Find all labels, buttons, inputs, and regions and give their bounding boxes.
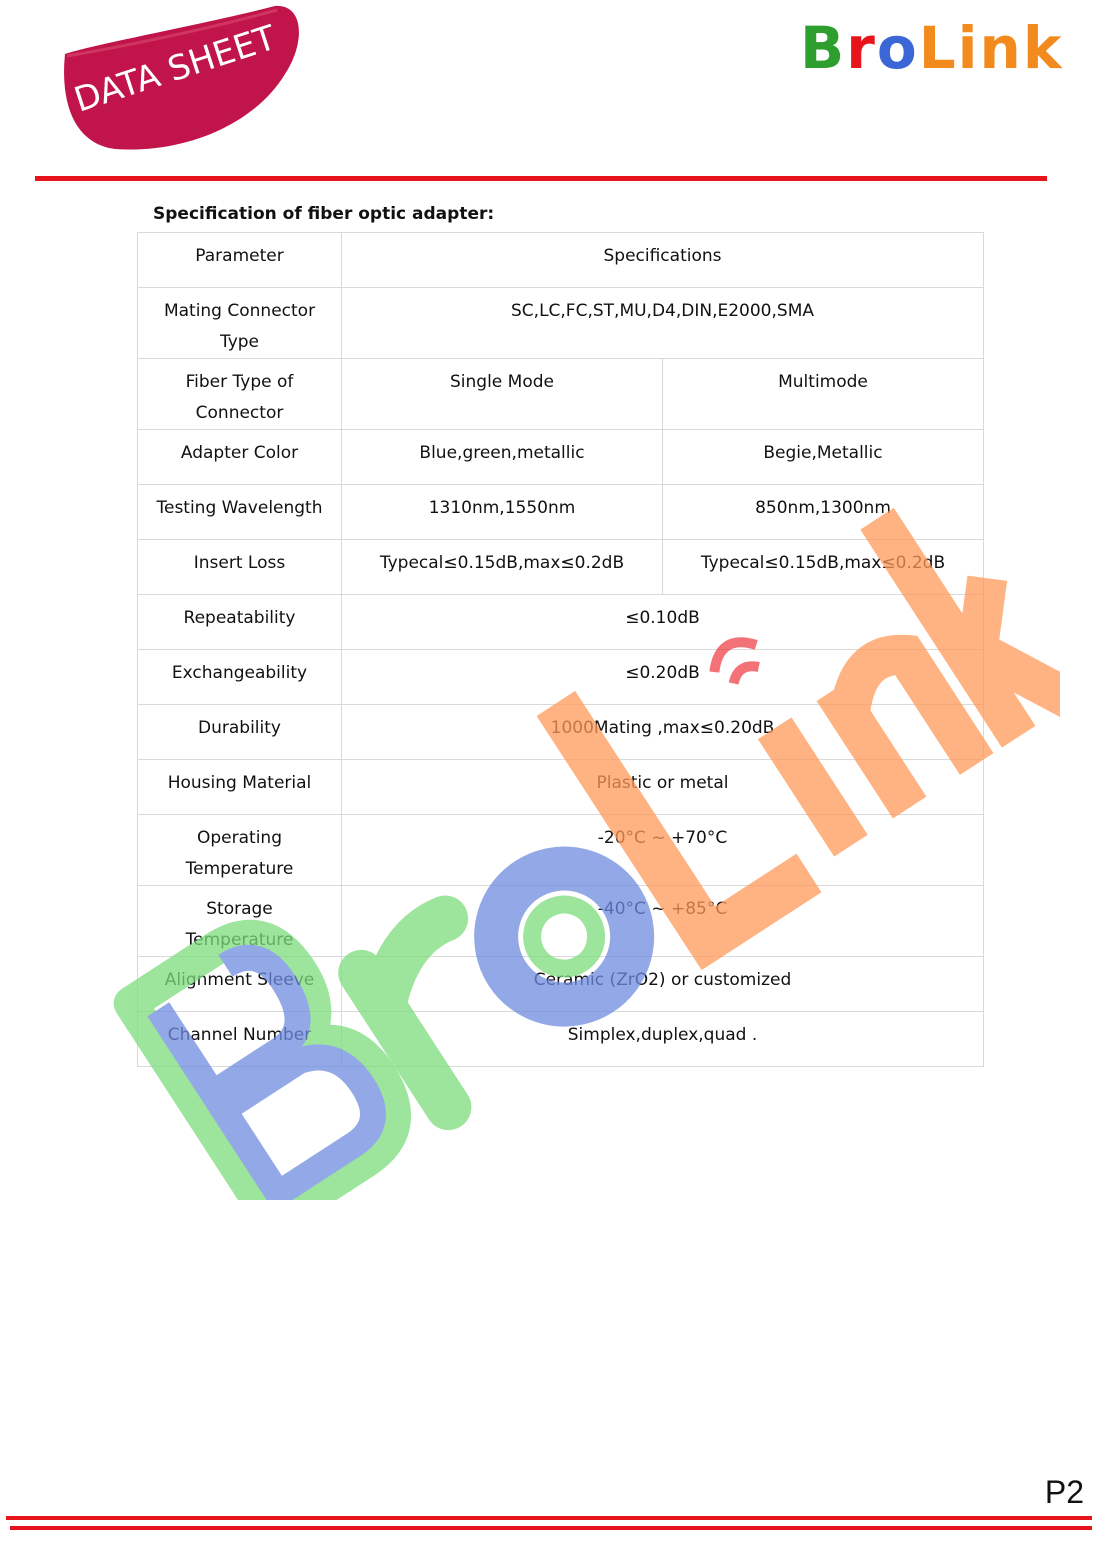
header-parameter: Parameter — [138, 233, 342, 288]
single-mode-cell: Blue,green,metallic — [342, 430, 663, 485]
header-specifications: Specifications — [342, 233, 984, 288]
param-cell: Insert Loss — [138, 540, 342, 595]
logo-letter: k — [1022, 14, 1064, 82]
param-cell: Durability — [138, 705, 342, 760]
param-line: Type — [219, 332, 260, 352]
multimode-cell: Multimode — [663, 359, 984, 430]
table-row — [138, 1012, 984, 1067]
param-cell — [138, 886, 342, 957]
value-cell: Simplex,duplex,quad . — [342, 1012, 984, 1067]
value-cell: 1000Mating ,max≤0.20dB — [342, 705, 984, 760]
table-row — [138, 705, 984, 760]
multimode-cell: 850nm,1300nm — [663, 485, 984, 540]
value-cell: Ceramic (ZrO2) or customized — [342, 957, 984, 1012]
param-cell: Exchangeability — [138, 650, 342, 705]
logo-letter: L — [918, 14, 958, 82]
table-row — [138, 650, 984, 705]
logo-letter: n — [979, 14, 1023, 82]
value-cell: ≤0.20dB — [342, 650, 984, 705]
data-sheet-badge — [55, 4, 305, 154]
value-cell: -40°C ~ +85°C — [342, 886, 984, 957]
logo-letter: i — [957, 14, 980, 82]
single-mode-cell: Single Mode — [342, 359, 663, 430]
param-cell — [138, 288, 342, 359]
page-number: P2 — [1044, 1474, 1084, 1510]
table-row — [138, 430, 984, 485]
badge-text: DATA SHEET — [69, 17, 281, 121]
brand-logo — [800, 14, 1064, 82]
section-title: Specification of fiber optic adapter: — [153, 204, 495, 224]
table-row — [138, 359, 984, 430]
param-cell: Adapter Color — [138, 430, 342, 485]
logo-letter: B — [800, 14, 847, 82]
param-line: Fiber Type of — [185, 372, 294, 392]
param-line: Temperature — [185, 930, 294, 950]
value-cell: SC,LC,FC,ST,MU,D4,DIN,E2000,SMA — [342, 288, 984, 359]
footer-divider — [10, 1526, 1092, 1530]
table-row — [138, 957, 984, 1012]
param-cell: Housing Material — [138, 760, 342, 815]
param-cell: Alignment Sleeve — [138, 957, 342, 1012]
param-line: Connector — [195, 403, 284, 423]
multimode-cell: Typecal≤0.15dB,max≤0.2dB — [663, 540, 984, 595]
single-mode-cell: Typecal≤0.15dB,max≤0.2dB — [342, 540, 663, 595]
value-cell: -20°C ~ +70°C — [342, 815, 984, 886]
param-cell: Testing Wavelength — [138, 485, 342, 540]
table-row — [138, 595, 984, 650]
param-line: Mating Connector — [163, 301, 316, 321]
table-row — [138, 760, 984, 815]
table-row — [138, 815, 984, 886]
value-cell: ≤0.10dB — [342, 595, 984, 650]
param-cell: Channel Number — [138, 1012, 342, 1067]
param-cell — [138, 815, 342, 886]
param-cell — [138, 359, 342, 430]
table-row — [138, 540, 984, 595]
table-row — [138, 886, 984, 957]
single-mode-cell: 1310nm,1550nm — [342, 485, 663, 540]
value-cell: Plastic or metal — [342, 760, 984, 815]
header-divider — [35, 176, 1047, 181]
footer-divider — [6, 1516, 1092, 1520]
logo-letter: o — [876, 14, 919, 82]
param-line: Temperature — [185, 859, 294, 879]
logo-letter: r — [846, 14, 877, 82]
table-row — [138, 485, 984, 540]
table-header-row — [138, 233, 984, 288]
param-cell: Repeatability — [138, 595, 342, 650]
table-row — [138, 288, 984, 359]
spec-table — [137, 232, 984, 1067]
multimode-cell: Begie,Metallic — [663, 430, 984, 485]
param-line: Operating — [197, 828, 282, 848]
param-line: Storage — [206, 899, 273, 919]
